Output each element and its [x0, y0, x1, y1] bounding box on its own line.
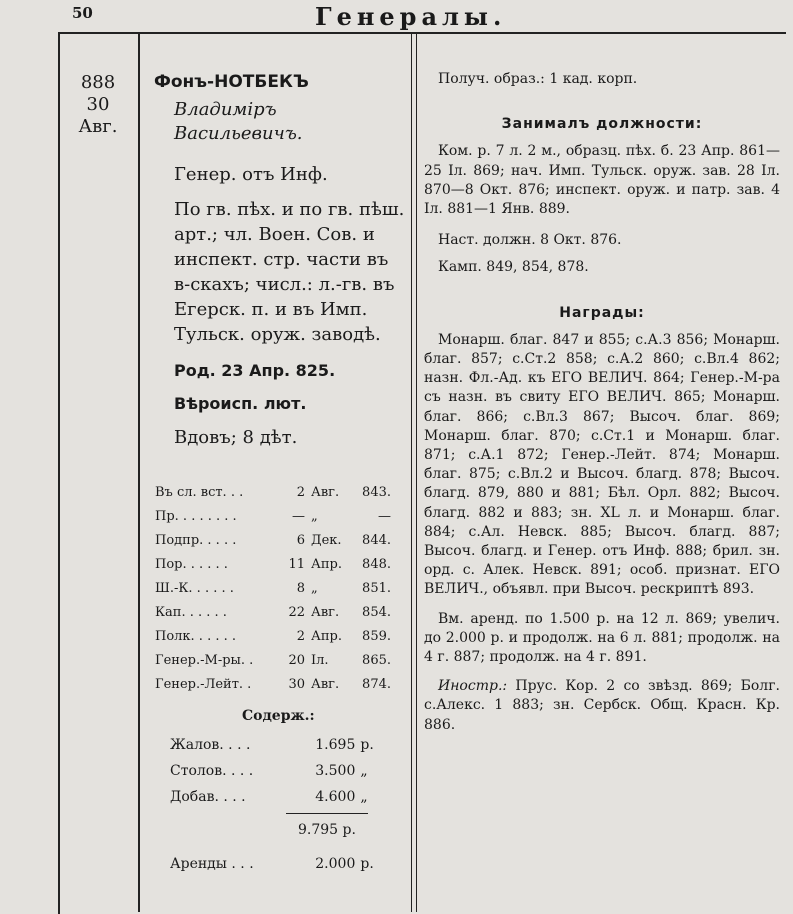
service-row	[155, 624, 405, 648]
service-year: 851.	[362, 580, 391, 596]
salary-value: 4.600	[315, 789, 356, 805]
service-rank: Кап. . . . . .	[155, 604, 227, 620]
service-row	[155, 648, 405, 672]
service-day: 8	[296, 580, 305, 596]
page-title: Генералы.	[315, 2, 507, 31]
service-month: Дек.	[311, 532, 342, 548]
salary-total: 9.795 р.	[298, 822, 356, 838]
service-month: „	[311, 580, 318, 596]
person-family: Вдовъ; 8 дѣт.	[174, 427, 298, 448]
service-rank: Пор. . . . . .	[155, 556, 228, 572]
service-year: 848.	[362, 556, 391, 572]
campaigns: Камп. 849, 854, 878.	[438, 259, 589, 276]
positions-heading: Занималъ должности:	[501, 116, 703, 133]
person-posts: По гв. пѣх. и по гв. пѣш. арт.; чл. Воен. Сов. и инспект. стр. части въ в-скахъ; числ.: л.-гв. въ Егерск. п. и въ Имп. Тульск. оруж. заводѣ.	[174, 199, 405, 345]
awards-heading: Награды:	[559, 304, 645, 321]
service-day: 2	[296, 628, 305, 644]
arenda-label: Аренды . . .	[170, 856, 254, 872]
salary-table	[170, 732, 385, 810]
service-day: 2	[296, 484, 305, 500]
person-born: Род. 23 Апр. 825.	[174, 361, 336, 380]
salary-arenda	[170, 856, 385, 872]
service-day: 30	[288, 676, 305, 692]
service-row	[155, 480, 405, 504]
service-row	[155, 528, 405, 552]
date-day: 30	[86, 94, 110, 115]
service-month: Авг.	[311, 676, 340, 692]
service-row	[155, 552, 405, 576]
service-month: „	[311, 508, 318, 524]
service-day: 22	[288, 604, 305, 620]
service-month: Авг.	[311, 484, 340, 500]
salary-total-rule	[286, 813, 368, 814]
column-divider	[416, 32, 417, 912]
service-year: 844.	[362, 532, 391, 548]
salary-row	[170, 784, 385, 810]
salary-value: 1.695	[315, 737, 356, 753]
arenda-history: Вм. аренд. по 1.500 р. на 12 л. 869; увелич. до 2.000 р. и продолж. на 6 л. 881; продолж. на 4 г. 887; продолж. на 4 г. 891.	[424, 610, 780, 666]
service-rank: Полк. . . . . .	[155, 628, 237, 644]
service-month: Апр.	[311, 556, 342, 572]
education: Получ. образ.: 1 кад. корп.	[438, 71, 638, 87]
service-day: 11	[288, 556, 305, 572]
service-month: Авг.	[311, 604, 340, 620]
salary-unit: „	[360, 763, 368, 779]
service-year: —	[378, 508, 391, 524]
service-year: 843.	[362, 484, 391, 500]
service-day: 20	[288, 652, 305, 668]
arenda-value: 2.000	[315, 856, 356, 872]
person-faith: Вѣроисп. лют.	[174, 394, 307, 413]
awards: Монарш. благ. 847 и 855; с.А.3 856; Монарш. благ. 857; с.Ст.2 858; с.А.2 860; с.Вл.4 862; назн. Фл.-Ад. къ ЕГО ВЕЛИЧ. 864; Генер.-М-ра съ назн. въ свиту ЕГО ВЕЛИЧ. 865; Монарш. благ. 866; с.Вл.3 867; Высоч. благ. 869; Монарш. благ. 870; с.Ст.1 и Монарш. благ. 871; с.А.1 872; Генер.-Лейт. 874; Монарш. благ. 875; с.Вл.2 и Высоч. благд. 878; Высоч. благд. 879, 880 и 881; Бѣл. Орл. 882; Высоч. благд. 882 и 883; зн. XL л. и Монарш. благ. 884; с.Ал. Невск. 885; Высоч. благд. 887; Высоч. благд. и Генер. отъ Инф. 888; брил. зн. орд. с. Алек. Невск. 891; особ. признат. ЕГО ВЕЛИЧ., объявл. при Высоч. рескриптѣ 893.	[424, 331, 780, 598]
service-row	[155, 576, 405, 600]
service-rank: Подпр. . . . .	[155, 532, 237, 548]
column-divider	[138, 32, 140, 912]
service-rank: Въ сл. вст. . .	[155, 484, 244, 500]
service-day: —	[292, 508, 305, 524]
service-rank: Генер.-Лейт. .	[155, 676, 252, 692]
column-divider	[411, 32, 412, 912]
salary-value: 3.500	[315, 763, 356, 779]
salary-row	[170, 732, 385, 758]
service-year: 865.	[362, 652, 391, 668]
service-year: 854.	[362, 604, 391, 620]
salary-label: Столов. . . .	[170, 763, 254, 779]
salary-label: Жалов. . . .	[170, 737, 251, 753]
service-month: Апр.	[311, 628, 342, 644]
salary-label: Добав. . . .	[170, 789, 246, 805]
page-number: 50	[72, 4, 93, 22]
service-year: 859.	[362, 628, 391, 644]
foreign-label: Иностр.:	[438, 678, 508, 695]
entry-details	[424, 70, 780, 735]
entry-bio	[150, 70, 408, 448]
arenda-unit: р.	[360, 856, 374, 872]
service-year: 874.	[362, 676, 391, 692]
person-patronymic: Владимiръ Васильевичъ.	[174, 99, 303, 144]
service-row	[155, 672, 405, 696]
salary-unit: р.	[360, 737, 374, 753]
service-rank: Ш.-К. . . . . .	[155, 580, 234, 596]
date-month: Авг.	[78, 116, 118, 137]
salary-unit: „	[360, 789, 368, 805]
positions: Ком. р. 7 л. 2 м., образц. пѣх. б. 23 Апр. 861—25 Iл. 869; нач. Имп. Тульск. оруж. зав. 28 Iл. 870—8 Окт. 876; инспект. оруж. и патр. зав. 4 Iл. 881—1 Янв. 889.	[424, 143, 780, 218]
foreign-text: Прус. Кор. 2 со звѣзд. 869; Болг. с.Алекс. 1 883; зн. Сербск. Общ. Красн. Кр. 886.	[424, 678, 780, 733]
current-position: Наст. должн. 8 Окт. 876.	[438, 232, 622, 249]
service-month: Iл.	[311, 652, 329, 668]
service-row	[155, 600, 405, 624]
service-row	[155, 504, 405, 528]
salary-row	[170, 758, 385, 784]
person-rank: Генер. отъ Инф.	[174, 164, 328, 185]
date-number: 888	[80, 72, 116, 93]
person-name: Фонъ-НОТБЕКЪ	[154, 72, 309, 92]
service-day: 6	[296, 532, 305, 548]
entry-date	[62, 72, 134, 138]
service-rank: Пр. . . . . . . .	[155, 508, 237, 524]
salary-heading: Содерж.:	[242, 708, 315, 724]
service-rank: Генер.-М-ры. .	[155, 652, 254, 668]
service-table	[155, 480, 405, 696]
foreign-awards	[424, 677, 780, 735]
